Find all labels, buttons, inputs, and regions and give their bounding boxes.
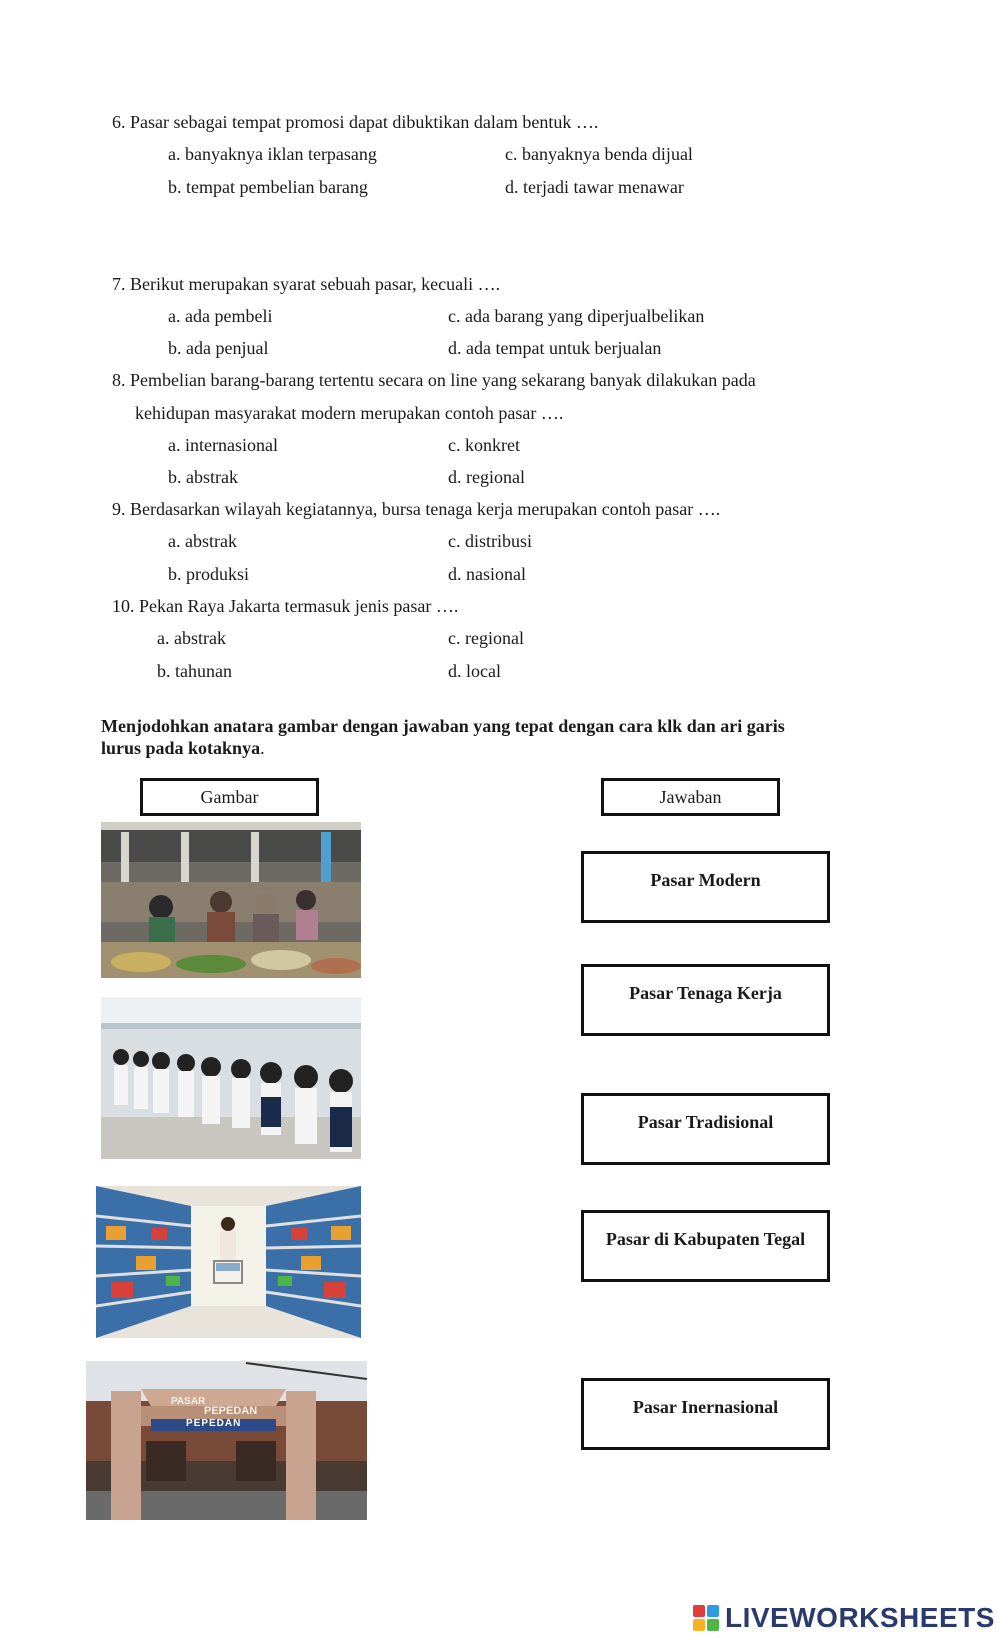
job-seekers-photo [101, 997, 361, 1159]
gambar-header: Gambar [140, 778, 319, 816]
logo-square-blue [707, 1605, 719, 1617]
answer-box-pasar-internasional[interactable]: Pasar Inernasional [581, 1378, 830, 1450]
option-10c: c. regional [448, 628, 524, 648]
logo-square-green [707, 1619, 719, 1631]
question-8: 8. Pembelian barang-barang tertentu secara on line yang sekarang banyak dilakukan pada [112, 370, 756, 390]
option-7c: c. ada barang yang diperjualbelikan [448, 306, 705, 326]
logo-text: LIVEWORKSHEETS [725, 1602, 995, 1633]
option-10b: b. tahunan [157, 661, 232, 681]
pasar-pepedan-photo [86, 1361, 367, 1520]
option-6a: a. banyaknya iklan terpasang [168, 144, 377, 164]
option-6c: c. banyaknya benda dijual [505, 144, 693, 164]
answer-box-pasar-modern[interactable]: Pasar Modern [581, 851, 830, 923]
option-6b: b. tempat pembelian barang [168, 177, 368, 197]
option-9a: a. abstrak [168, 531, 237, 551]
option-10a: a. abstrak [157, 628, 226, 648]
option-8c: c. konkret [448, 435, 520, 455]
option-8b: b. abstrak [168, 467, 238, 487]
supermarket-photo [96, 1186, 361, 1338]
jawaban-header: Jawaban [601, 778, 780, 816]
option-10d: d. local [448, 661, 501, 681]
logo-square-red [693, 1605, 705, 1617]
option-7a: a. ada pembeli [168, 306, 273, 326]
answer-box-pasar-tradisional[interactable]: Pasar Tradisional [581, 1093, 830, 1165]
question-10: 10. Pekan Raya Jakarta termasuk jenis pasar …. [112, 596, 459, 616]
option-8d: d. regional [448, 467, 525, 487]
question-6: 6. Pasar sebagai tempat promosi dapat dibuktikan dalam bentuk …. [112, 112, 599, 132]
option-9d: d. nasional [448, 564, 526, 584]
matching-instruction: Menjodohkan anatara gambar dengan jawaban yang tepat dengan cara klk dan ari garis lurus pada kotaknya. [101, 716, 785, 758]
option-9c: c. distribusi [448, 531, 532, 551]
question-8-line2: kehidupan masyarakat modern merupakan contoh pasar …. [135, 403, 564, 423]
logo-square-yellow [693, 1619, 705, 1631]
question-7: 7. Berikut merupakan syarat sebuah pasar, kecuali …. [112, 274, 501, 294]
answer-box-pasar-kabupaten-tegal[interactable]: Pasar di Kabupaten Tegal [581, 1210, 830, 1282]
option-6d: d. terjadi tawar menawar [505, 177, 684, 197]
pepedan-banner-text: PEPEDAN [186, 1418, 242, 1429]
question-9: 9. Berdasarkan wilayah kegiatannya, bursa tenaga kerja merupakan contoh pasar …. [112, 499, 721, 519]
traditional-market-photo [101, 822, 361, 978]
option-7b: b. ada penjual [168, 338, 269, 358]
option-7d: d. ada tempat untuk berjualan [448, 338, 662, 358]
option-8a: a. internasional [168, 435, 278, 455]
liveworksheets-logo [693, 1601, 995, 1635]
answer-box-pasar-tenaga-kerja[interactable]: Pasar Tenaga Kerja [581, 964, 830, 1036]
logo-squares-icon [693, 1605, 719, 1631]
pasar-sign-text: PASAR [171, 1396, 206, 1407]
option-9b: b. produksi [168, 564, 249, 584]
pepedan-sign-text: PEPEDAN [204, 1405, 258, 1417]
